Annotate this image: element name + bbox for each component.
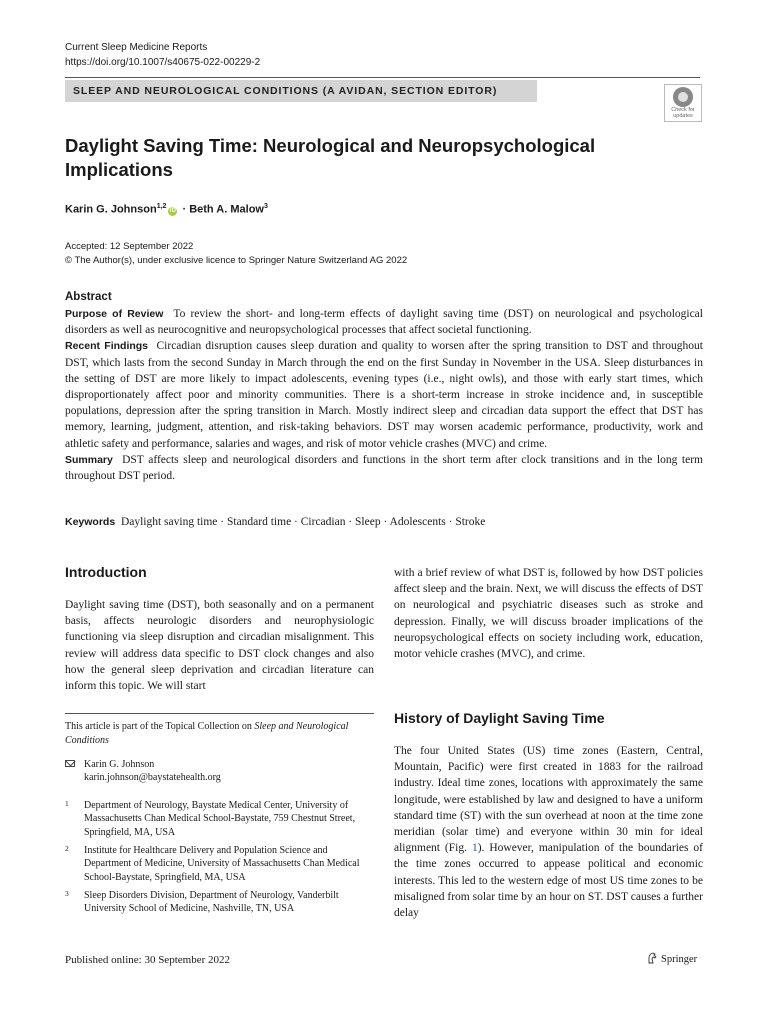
affiliation-number: 3 — [65, 889, 69, 898]
author-separator: · — [179, 203, 190, 216]
check-updates-line1: Check for — [671, 107, 695, 113]
published-date: Published online: 30 September 2022 — [65, 954, 230, 966]
findings-label: Recent Findings — [65, 340, 149, 353]
contact-email[interactable]: karin.johnson@baystatehealth.org — [84, 772, 221, 784]
author-name[interactable]: Beth A. Malow — [189, 203, 264, 216]
copyright-line: © The Author(s), under exclusive licence to Springer Nature Switzerland AG 2022 — [65, 255, 408, 266]
article-dates — [65, 240, 407, 268]
keywords-text: Daylight saving time · Standard time · Circadian · Sleep · Adolescents · Stroke — [120, 516, 486, 528]
article-title: Daylight Saving Time: Neurological and Neuropsychological Implications — [65, 135, 596, 180]
envelope-icon — [65, 760, 75, 767]
abstract-heading: Abstract — [65, 291, 112, 303]
abstract-body — [65, 306, 703, 484]
journal-name: Current Sleep Medicine Reports — [65, 42, 208, 53]
collection-name[interactable]: Sleep and Neurological Conditions — [65, 721, 349, 746]
keywords-label: Keywords — [65, 516, 116, 528]
author-list — [65, 203, 268, 216]
introduction-paragraph-continued: with a brief review of what DST is, followed by how DST policies affect sleep and the brain. Next, we will discuss the effects of DST on neurological and psychiatric diseases such as stroke and depression. Finally, we will discuss broader implications of the neuropsychological effects on society including work, education, motor vehicle crashes (MVC), and crime. — [394, 567, 703, 661]
corresponding-author — [65, 758, 370, 785]
affiliation-text: Sleep Disorders Division, Department of Neurology, Vanderbilt University School of Medicine, Nashville, TN, USA — [84, 890, 339, 915]
history-heading: History of Daylight Saving Time — [394, 710, 605, 726]
collection-prefix: This article is part of the Topical Collection on — [65, 721, 255, 732]
affiliation-number: 1 — [65, 799, 69, 808]
check-updates-line2: updates — [673, 113, 693, 119]
affiliation-text: Institute for Healthcare Delivery and Population Science and Department of Medicine, University of Massachusetts Chan Medical School-Baystate, Springfield, MA, USA — [84, 845, 360, 883]
affiliation-2 — [65, 844, 370, 884]
purpose-label: Purpose of Review — [65, 308, 164, 320]
affiliation-text: Department of Neurology, Baystate Medical Center, University of Massachusetts Chan Medical School-Baystate, 759 Chestnut Street, Springfield, MA, USA — [84, 800, 356, 838]
history-text-b: ). However, manipulation of the boundaries of the time zones occurred to appease political and economic interests. This led to the western edge of most US time zones to be misaligned from solar time by an hour on ST. DST causes a further delay — [394, 842, 703, 920]
orcid-icon[interactable]: iD — [169, 207, 176, 214]
footnote-rule — [65, 713, 374, 714]
affiliation-3 — [65, 889, 370, 916]
summary-label: Summary — [65, 453, 113, 466]
affiliation-number: 2 — [65, 844, 69, 853]
doi-link[interactable]: https://doi.org/10.1007/s40675-022-00229-2 — [65, 57, 261, 68]
abstract-summary — [65, 452, 703, 484]
author-affiliation: 3 — [263, 203, 268, 210]
history-paragraph — [394, 743, 703, 921]
abstract-purpose — [65, 306, 703, 338]
publisher-logo — [646, 952, 697, 965]
keywords — [65, 516, 485, 528]
introduction-paragraph: Daylight saving time (DST), both seasonally and on a permanent basis, affects neurologic disorders and neurophysiologic functioning via sleep disruption and circadian misalignment. This review will address data specific to DST clock changes and also how the general sleep deprivation and circadian literature can inform this topic. We will start — [65, 599, 374, 693]
section-label: SLEEP AND NEUROLOGICAL CONDITIONS (A AVIDAN, SECTION EDITOR) — [65, 80, 537, 102]
figure-reference-link[interactable]: 1 — [471, 842, 478, 855]
springer-horse-icon — [646, 952, 658, 964]
journal-header — [65, 40, 260, 70]
history-text-a: The four United States (US) time zones (Eastern, Central, Mountain, Pacific) were first created in 1883 for the railroad industry. Ideal time zones, locations with approximately the same longitude, were established by law and designed to have a uniform standard time (ST) with the sun overhead at noon at the time zone meridian (solar time) and everyone within 30 min for ideal alignment (Fig. — [394, 745, 703, 855]
abstract-findings — [65, 338, 703, 451]
header-rule — [65, 77, 700, 78]
summary-text: DST affects sleep and neurological disorders and functions in the short term after clock transitions and in the long term throughout DST period. — [65, 453, 704, 483]
topical-collection-note — [65, 720, 370, 748]
author-name[interactable]: Karin G. Johnson — [65, 203, 157, 216]
introduction-heading: Introduction — [65, 564, 147, 580]
accepted-date: Accepted: 12 September 2022 — [65, 241, 194, 252]
purpose-text: To review the short- and long-term effects of daylight saving time (DST) on neurological and psychological disorders as well as neurocognitive and neuropsychological processes that affect societal functioning. — [65, 308, 703, 337]
contact-name: Karin G. Johnson — [84, 759, 155, 770]
check-for-updates-badge[interactable] — [664, 84, 702, 122]
findings-text: Circadian disruption causes sleep duration and quality to worsen after the spring transition to DST and throughout DST, which lasts from the second Sunday in March through the end on the first Sunday in November in the USA. Sleep disturbances in the setting of DST are more likely to impact adolescents, evening types (i.e., night owls), and those with early start times, which disproportionately affect poor and minority communities. There is a short-term increase in stroke incidence and, in susceptible populations, depression after the spring transition in March. Mostly indirect sleep and circadian data support the effect that DST has memory, learning, judgment, attention, and risk-taking behaviors. DST may worsen academic performance, productivity, work and athletic safety and performance, salaries and wages, and risk of motor vehicle crashes (MVC) and crime. — [65, 340, 703, 450]
affiliation-1 — [65, 799, 370, 839]
author-affiliation: 1,2 — [156, 203, 167, 210]
publisher-name: Springer — [661, 954, 698, 965]
check-updates-icon — [673, 87, 693, 107]
